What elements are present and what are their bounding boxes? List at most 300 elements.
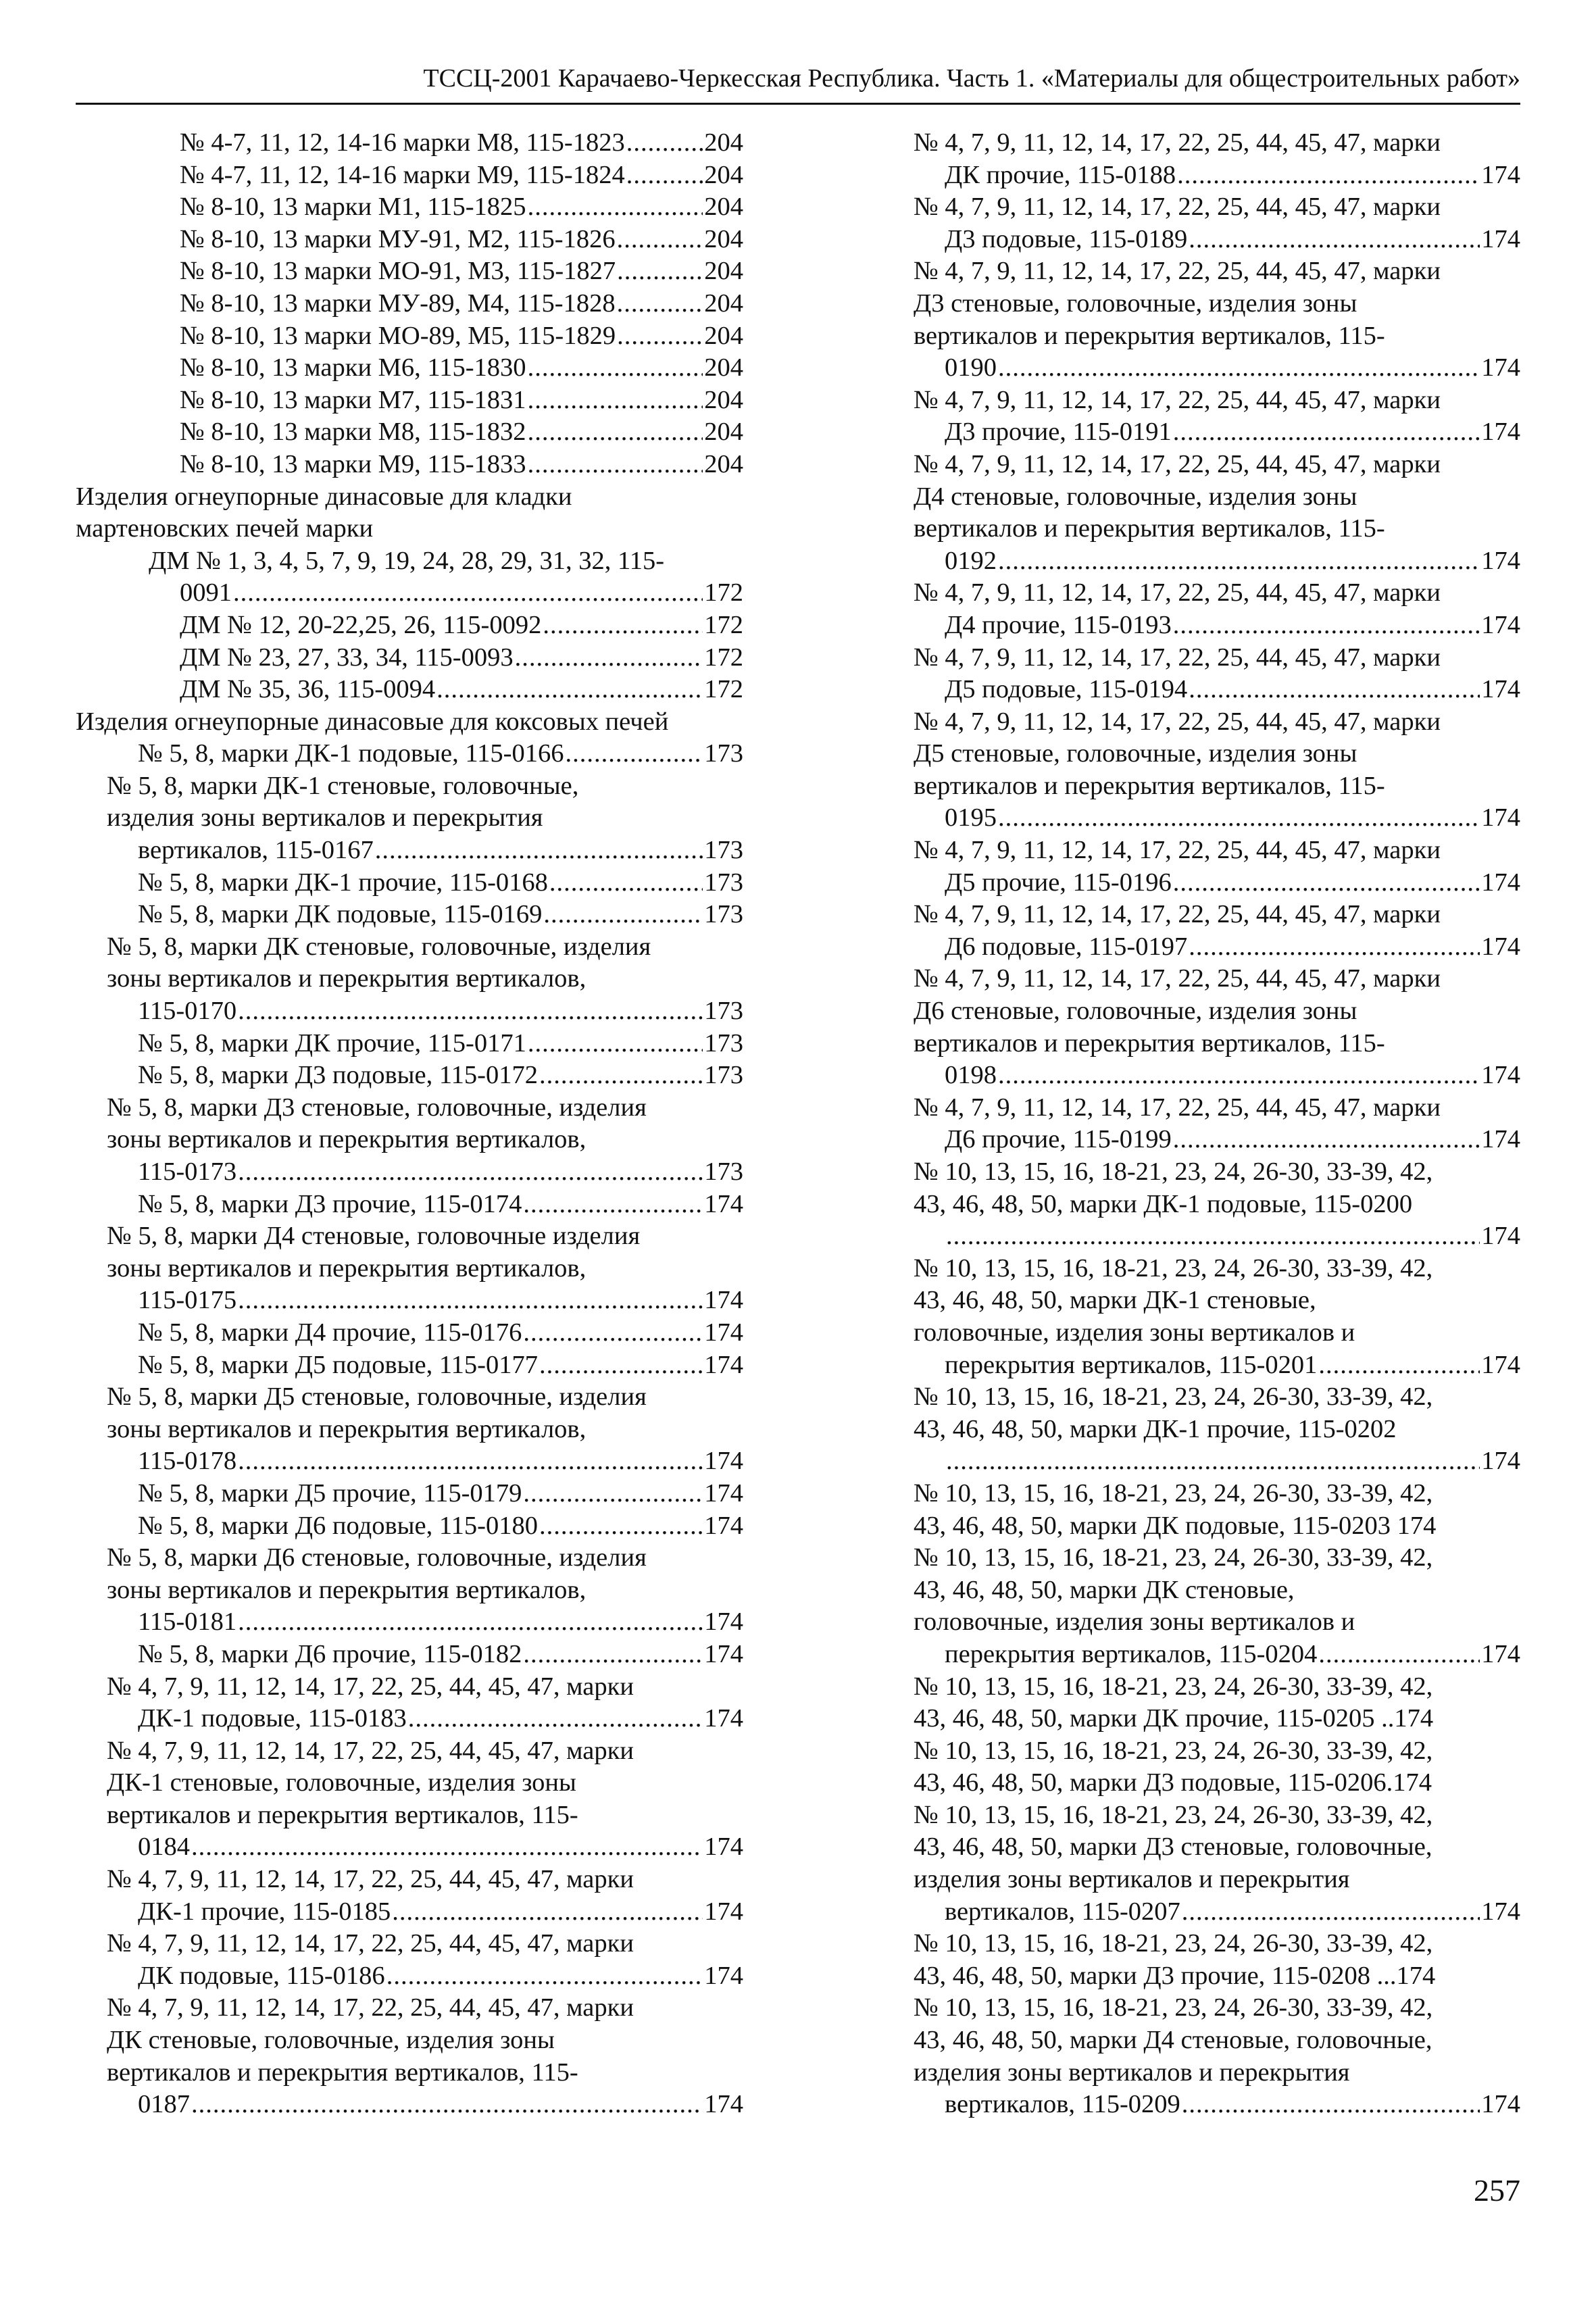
- index-entry: [914, 1253, 1520, 1381]
- entry-text-line: 43, 46, 48, 50, марки ДК стеновые,: [914, 1575, 1295, 1604]
- entry-text-line: № 5, 8, марки Д4 прочие, 115-0176: [138, 1318, 522, 1347]
- page-reference: 174: [704, 1511, 743, 1540]
- dot-leader: [238, 1445, 703, 1478]
- page-reference: 174: [704, 2090, 743, 2119]
- entry-leader-line: [945, 1445, 1520, 1478]
- entry-text-line: № 4, 7, 9, 11, 12, 14, 17, 22, 25, 44, 45, 47, марки: [914, 449, 1441, 478]
- dot-leader: [1189, 674, 1480, 706]
- entry-leader-line: [180, 674, 743, 706]
- entry-leader-line: [138, 995, 743, 1028]
- dot-leader: [617, 224, 703, 256]
- entry-leader-line: [138, 1060, 743, 1092]
- entry-text-line: Д6 прочие, 115-0199: [945, 1125, 1172, 1154]
- page-reference: 174: [704, 1897, 743, 1926]
- dot-leader: [386, 1960, 703, 1993]
- entry-leader-line: [180, 577, 743, 609]
- dot-leader: [946, 1220, 1480, 1253]
- page-reference: 174: [1481, 160, 1520, 189]
- page-reference: 204: [704, 224, 743, 253]
- index-entry: [149, 255, 743, 288]
- dot-leader: [191, 2089, 703, 2121]
- entry-leader-line: [138, 1960, 743, 1993]
- entry-text-line: вертикалов, 115-0207: [945, 1897, 1180, 1926]
- entry-leader-line: [945, 352, 1520, 384]
- index-entry: [914, 642, 1520, 706]
- index-entry: [914, 1735, 1520, 1799]
- dot-leader: [998, 352, 1480, 384]
- entry-text-line: зоны вертикалов и перекрытия вертикалов,: [107, 1125, 587, 1154]
- entry-text-line: вертикалов и перекрытия вертикалов, 115-: [107, 1800, 578, 1829]
- dot-leader: [408, 1703, 703, 1735]
- entry-leader-line: [138, 1349, 743, 1382]
- page-number: 257: [1474, 2173, 1520, 2208]
- index-entry: [107, 738, 743, 770]
- entry-text-line: перекрытия вертикалов, 115-0204: [945, 1639, 1318, 1668]
- entry-leader-line: [138, 1703, 743, 1735]
- entry-leader-line: [138, 1189, 743, 1221]
- entry-leader-line: [945, 802, 1520, 835]
- page-reference: 204: [704, 385, 743, 414]
- entry-text-line: № 8-10, 13 марки МУ-89, М4, 115-1828: [180, 289, 616, 318]
- entry-text-line: № 4, 7, 9, 11, 12, 14, 17, 22, 25, 44, 45, 47, марки: [107, 1865, 634, 1894]
- index-entry: [914, 384, 1520, 449]
- entry-text-line: вертикалов и перекрытия вертикалов, 115-: [914, 514, 1385, 543]
- entry-leader-line: [138, 1606, 743, 1639]
- dot-leader: [1182, 1896, 1480, 1928]
- index-entry: [914, 255, 1520, 384]
- page-reference: 174: [1481, 353, 1520, 382]
- dot-leader: [998, 802, 1480, 835]
- page-reference: 204: [704, 160, 743, 189]
- dot-leader: [1173, 609, 1480, 642]
- page-reference: 174: [1481, 868, 1520, 897]
- entry-text-line: перекрытия вертикалов, 115-0201: [945, 1350, 1318, 1379]
- dot-leader: [528, 384, 703, 417]
- entry-leader-line: [945, 545, 1520, 578]
- entry-text-line: вертикалов и перекрытия вертикалов, 115-: [914, 771, 1385, 800]
- entry-text-line: № 4-7, 11, 12, 14-16 марки М9, 115-1824: [180, 160, 625, 189]
- dot-leader: [998, 545, 1480, 578]
- entry-text-line: № 5, 8, марки Д4 стеновые, головочные изделия: [107, 1222, 641, 1251]
- entry-text-line: № 4, 7, 9, 11, 12, 14, 17, 22, 25, 44, 45, 47, марки: [914, 385, 1441, 414]
- page-reference: 204: [704, 418, 743, 447]
- index-entry: [149, 674, 743, 706]
- page-reference: 174: [1481, 1897, 1520, 1926]
- entry-text-line: 115-0170: [138, 997, 237, 1026]
- page-reference: 172: [704, 610, 743, 639]
- index-entry: [149, 320, 743, 353]
- entry-text-line: Д3 прочие, 115-0191: [945, 418, 1172, 447]
- page-reference: 174: [1481, 1061, 1520, 1090]
- entry-text-line: 43, 46, 48, 50, марки ДК-1 подовые, 115-0200: [914, 1189, 1413, 1218]
- entry-leader-line: [180, 127, 743, 159]
- entry-text-line: изделия зоны вертикалов и перекрытия: [107, 803, 543, 832]
- index-entry: [107, 1220, 743, 1317]
- entry-text-line: 0091: [180, 578, 232, 607]
- entry-text-line: № 5, 8, марки ДК-1 стеновые, головочные,: [107, 771, 579, 800]
- dot-leader: [998, 1060, 1480, 1092]
- dot-leader: [515, 642, 703, 674]
- entry-text-line: № 8-10, 13 марки МО-89, М5, 115-1829: [180, 321, 616, 350]
- entry-text-line: Д5 прочие, 115-0196: [945, 868, 1172, 897]
- entry-text-line: зоны вертикалов и перекрытия вертикалов,: [107, 1253, 587, 1283]
- entry-text-line: изделия зоны вертикалов и перекрытия: [914, 1865, 1350, 1894]
- page-reference: 174: [704, 1639, 743, 1668]
- entry-leader-line: [180, 449, 743, 481]
- entry-leader-line: [138, 1896, 743, 1928]
- entry-leader-line: [138, 2089, 743, 2121]
- entry-text-line: Д3 подовые, 115-0189: [945, 224, 1188, 253]
- index-entry: [914, 1542, 1520, 1670]
- entry-text-line: № 4, 7, 9, 11, 12, 14, 17, 22, 25, 44, 45, 47, марки: [914, 643, 1441, 672]
- page-reference: 174: [704, 1961, 743, 1990]
- entry-text-line: № 5, 8, марки ДК подовые, 115-0169: [138, 900, 543, 929]
- dot-leader: [528, 352, 703, 384]
- index-column-right: [914, 127, 1520, 2121]
- dot-leader: [539, 1510, 703, 1543]
- entry-leader-line: [180, 320, 743, 353]
- entry-text-line: № 8-10, 13 марки М9, 115-1833: [180, 449, 526, 478]
- entry-text-line: ДК подовые, 115-0186: [138, 1961, 385, 1990]
- page-reference: 174: [704, 1478, 743, 1508]
- entry-text-line: № 4, 7, 9, 11, 12, 14, 17, 22, 25, 44, 45, 47, марки: [914, 128, 1441, 157]
- dot-leader: [946, 1445, 1480, 1478]
- index-entry: [149, 127, 743, 159]
- entry-text-line: № 5, 8, марки Д6 стеновые, головочные, изделия: [107, 1543, 647, 1572]
- entry-text-line: вертикалов, 115-0167: [138, 836, 374, 865]
- index-entry: [107, 1317, 743, 1349]
- entry-text-line: ДМ № 12, 20-22,25, 26, 115-0092: [180, 610, 542, 639]
- dot-leader: [617, 288, 703, 320]
- entry-leader-line: [180, 159, 743, 192]
- entry-text-line: 43, 46, 48, 50, марки ДК-1 прочие, 115-0202: [914, 1414, 1397, 1443]
- index-entry: [914, 1928, 1520, 1992]
- entry-text-line: № 10, 13, 15, 16, 18-21, 23, 24, 26-30, 33-39, 42,: [914, 1929, 1433, 1958]
- index-entry: [107, 1478, 743, 1510]
- entry-text-line: № 5, 8, марки Д3 подовые, 115-0172: [138, 1061, 538, 1090]
- dot-leader: [1318, 1349, 1480, 1382]
- entry-text-line: № 10, 13, 15, 16, 18-21, 23, 24, 26-30, 33-39, 42,: [914, 1672, 1433, 1701]
- entry-text-line: 0198: [945, 1061, 997, 1090]
- index-entry: [149, 416, 743, 449]
- entry-leader-line: [138, 738, 743, 770]
- entry-text-line: № 5, 8, марки Д5 прочие, 115-0179: [138, 1478, 522, 1508]
- entry-text-line: вертикалов и перекрытия вертикалов, 115-: [914, 321, 1385, 350]
- page-reference: 173: [704, 739, 743, 768]
- entry-text-line: № 4, 7, 9, 11, 12, 14, 17, 22, 25, 44, 45, 47, марки: [107, 1993, 634, 2022]
- page-reference: 174: [1481, 418, 1520, 447]
- entry-text-line: Д4 стеновые, головочные, изделия зоны: [914, 482, 1357, 511]
- entry-text-line: № 8-10, 13 марки М6, 115-1830: [180, 353, 526, 382]
- entry-text-line: № 4, 7, 9, 11, 12, 14, 17, 22, 25, 44, 45, 47, марки: [107, 1736, 634, 1765]
- page-reference: 172: [704, 675, 743, 704]
- page-reference: 172: [704, 643, 743, 672]
- entry-leader-line: [180, 191, 743, 224]
- entry-text-line: № 5, 8, марки Д3 прочие, 115-0174: [138, 1189, 522, 1218]
- entry-text-line: головочные, изделия зоны вертикалов и: [914, 1318, 1355, 1347]
- entry-text-line: № 4, 7, 9, 11, 12, 14, 17, 22, 25, 44, 45, 47, марки: [914, 257, 1441, 286]
- entry-text-line: № 4, 7, 9, 11, 12, 14, 17, 22, 25, 44, 45, 47, марки: [914, 578, 1441, 607]
- page-reference: 174: [1481, 932, 1520, 961]
- page-reference: 174: [1481, 1639, 1520, 1668]
- index-column-left: [76, 127, 743, 2121]
- entry-text-line: № 10, 13, 15, 16, 18-21, 23, 24, 26-30, 33-39, 42,: [914, 1736, 1433, 1765]
- dot-leader: [1182, 2089, 1480, 2121]
- dot-leader: [528, 191, 703, 224]
- entry-text-line: № 5, 8, марки ДК стеновые, головочные, изделия: [107, 932, 651, 961]
- page-reference: 174: [704, 1447, 743, 1476]
- entry-text-line: 43, 46, 48, 50, марки Д3 подовые, 115-0206.174: [914, 1768, 1432, 1797]
- entry-text-line: ДМ № 23, 27, 33, 34, 115-0093: [180, 643, 514, 672]
- entry-text-line: 0192: [945, 546, 997, 575]
- entry-leader-line: [945, 159, 1520, 192]
- entry-text-line: № 5, 8, марки Д6 прочие, 115-0182: [138, 1639, 522, 1668]
- entry-leader-line: [138, 1510, 743, 1543]
- page-reference: 174: [704, 1350, 743, 1379]
- entry-leader-line: [945, 1896, 1520, 1928]
- page-reference: 174: [1481, 546, 1520, 575]
- dot-leader: [392, 1896, 703, 1928]
- dot-leader: [1177, 159, 1480, 192]
- entry-text-line: ДК-1 стеновые, головочные, изделия зоны: [107, 1768, 576, 1797]
- dot-leader: [523, 1639, 703, 1671]
- entry-text-line: 115-0181: [138, 1608, 237, 1637]
- dot-leader: [626, 127, 703, 159]
- entry-text-line: вертикалов и перекрытия вертикалов, 115-: [914, 1028, 1385, 1057]
- entry-text-line: ДК стеновые, головочные, изделия зоны: [107, 2026, 555, 2055]
- index-entry: [149, 191, 743, 224]
- entry-leader-line: [945, 1639, 1520, 1671]
- page-reference: 174: [704, 1189, 743, 1218]
- entry-text-line: № 10, 13, 15, 16, 18-21, 23, 24, 26-30, 33-39, 42,: [914, 1253, 1433, 1283]
- entry-text-line: ДМ № 35, 36, 115-0094: [180, 675, 436, 704]
- index-entry: [914, 449, 1520, 577]
- index-entry: [914, 1092, 1520, 1156]
- dot-leader: [437, 674, 703, 706]
- entry-leader-line: [945, 674, 1520, 706]
- dot-leader: [528, 416, 703, 449]
- index-entry: [107, 1992, 743, 2120]
- entry-leader-line: [945, 1124, 1520, 1156]
- entry-leader-line: [180, 609, 743, 642]
- entry-text-line: Д5 стеновые, головочные, изделия зоны: [914, 739, 1357, 768]
- dot-leader: [565, 738, 703, 770]
- dot-leader: [233, 577, 703, 609]
- dot-leader: [1173, 867, 1480, 899]
- entry-text-line: 115-0175: [138, 1286, 237, 1315]
- entry-text-line: ДК-1 прочие, 115-0185: [138, 1897, 391, 1926]
- entry-leader-line: [180, 384, 743, 417]
- entry-leader-line: [945, 867, 1520, 899]
- entry-text-line: 115-0173: [138, 1158, 237, 1186]
- page-reference: 173: [704, 868, 743, 897]
- index-entry: [107, 1028, 743, 1060]
- page-reference: 174: [1481, 224, 1520, 253]
- entry-text-line: № 5, 8, марки Д6 подовые, 115-0180: [138, 1511, 538, 1540]
- page-reference: 173: [704, 1158, 743, 1186]
- dot-leader: [375, 835, 703, 867]
- index-entry: [149, 159, 743, 192]
- index-entry: [914, 899, 1520, 963]
- entry-text-line: № 10, 13, 15, 16, 18-21, 23, 24, 26-30, 33-39, 42,: [914, 1993, 1433, 2022]
- entry-text-line: 43, 46, 48, 50, марки ДК-1 стеновые,: [914, 1286, 1316, 1315]
- entry-text-line: № 10, 13, 15, 16, 18-21, 23, 24, 26-30, 33-39, 42,: [914, 1543, 1433, 1572]
- entry-text-line: зоны вертикалов и перекрытия вертикалов,: [107, 1575, 587, 1604]
- entry-leader-line: [138, 1445, 743, 1478]
- index-entry: [149, 224, 743, 256]
- page-reference: 173: [704, 1061, 743, 1090]
- entry-leader-line: [945, 1349, 1520, 1382]
- entry-text-line: 0190: [945, 353, 997, 382]
- index-entry: [107, 1510, 743, 1543]
- entry-text-line: № 5, 8, марки ДК-1 прочие, 115-0168: [138, 868, 548, 897]
- index-entry: [107, 1060, 743, 1092]
- entry-leader-line: [138, 1478, 743, 1510]
- index-entry: [76, 706, 743, 739]
- page-reference: 204: [704, 257, 743, 286]
- dot-leader: [539, 1060, 703, 1092]
- entry-text-line: ДК прочие, 115-0188: [945, 160, 1176, 189]
- index-entry: [914, 577, 1520, 641]
- entry-text-line: мартеновских печей марки: [76, 514, 374, 543]
- entry-leader-line: [945, 931, 1520, 964]
- index-entry: [914, 191, 1520, 255]
- entry-text-line: 43, 46, 48, 50, марки ДК прочие, 115-0205 ..174: [914, 1704, 1434, 1733]
- entry-text-line: № 8-10, 13 марки М7, 115-1831: [180, 385, 526, 414]
- dot-leader: [528, 449, 703, 481]
- index-entry: [107, 1639, 743, 1671]
- entry-text-line: изделия зоны вертикалов и перекрытия: [914, 2058, 1350, 2087]
- index-entry: [107, 1381, 743, 1478]
- entry-text-line: Изделия огнеупорные динасовые для кладки: [76, 482, 572, 511]
- entry-text-line: № 8-10, 13 марки МУ-91, М2, 115-1826: [180, 224, 616, 253]
- entry-text-line: 0184: [138, 1833, 190, 1862]
- entry-text-line: № 10, 13, 15, 16, 18-21, 23, 24, 26-30, 33-39, 42,: [914, 1158, 1433, 1186]
- entry-text-line: № 8-10, 13 марки М8, 115-1832: [180, 418, 526, 447]
- page-reference: 174: [704, 1704, 743, 1733]
- entry-text-line: № 10, 13, 15, 16, 18-21, 23, 24, 26-30, 33-39, 42,: [914, 1800, 1433, 1829]
- index-entry: [914, 963, 1520, 1091]
- index-entry: [107, 1189, 743, 1221]
- entry-text-line: Д6 стеновые, головочные, изделия зоны: [914, 997, 1357, 1026]
- page-reference: 174: [704, 1833, 743, 1862]
- page-reference: 174: [1481, 610, 1520, 639]
- entry-leader-line: [180, 224, 743, 256]
- dot-leader: [543, 609, 703, 642]
- entry-text-line: № 10, 13, 15, 16, 18-21, 23, 24, 26-30, 33-39, 42,: [914, 1478, 1433, 1508]
- entry-text-line: № 4, 7, 9, 11, 12, 14, 17, 22, 25, 44, 45, 47, марки: [914, 1093, 1441, 1122]
- index-entry: [107, 931, 743, 1028]
- entry-leader-line: [180, 352, 743, 384]
- entry-text-line: № 4, 7, 9, 11, 12, 14, 17, 22, 25, 44, 45, 47, марки: [914, 900, 1441, 929]
- index-entry: [149, 449, 743, 481]
- index-entry: [914, 1992, 1520, 2120]
- entry-text-line: № 5, 8, марки Д3 стеновые, головочные, изделия: [107, 1093, 647, 1122]
- entry-text-line: 115-0178: [138, 1447, 237, 1476]
- entry-text-line: № 4, 7, 9, 11, 12, 14, 17, 22, 25, 44, 45, 47, марки: [914, 836, 1441, 865]
- page-reference: 204: [704, 449, 743, 478]
- page-reference: 174: [1481, 2090, 1520, 2119]
- entry-text-line: № 5, 8, марки ДК прочие, 115-0171: [138, 1028, 526, 1057]
- entry-text-line: Д3 стеновые, головочные, изделия зоны: [914, 289, 1357, 318]
- page-reference: 173: [704, 836, 743, 865]
- entry-text-line: № 5, 8, марки Д5 подовые, 115-0177: [138, 1350, 538, 1379]
- dot-leader: [626, 159, 703, 192]
- index-entry: [149, 288, 743, 320]
- dot-leader: [543, 899, 703, 931]
- page-reference: 174: [1481, 803, 1520, 832]
- entry-text-line: № 5, 8, марки ДК-1 подовые, 115-0166: [138, 739, 564, 768]
- entry-text-line: Изделия огнеупорные динасовые для коксовых печей: [76, 707, 669, 736]
- entry-text-line: 0195: [945, 803, 997, 832]
- entry-text-line: 0187: [138, 2090, 190, 2119]
- page-reference: 174: [704, 1286, 743, 1315]
- entry-text-line: 43, 46, 48, 50, марки Д4 стеновые, головочные,: [914, 2026, 1432, 2055]
- entry-text-line: головочные, изделия зоны вертикалов и: [914, 1608, 1355, 1637]
- index-entry: [149, 384, 743, 417]
- entry-leader-line: [138, 1639, 743, 1671]
- page-reference: 204: [704, 289, 743, 318]
- page-reference: 204: [704, 321, 743, 350]
- index-entry: [914, 835, 1520, 899]
- dot-leader: [523, 1189, 703, 1221]
- dot-leader: [1318, 1639, 1480, 1671]
- dot-leader: [238, 1156, 703, 1189]
- dot-leader: [523, 1478, 703, 1510]
- index-entry: [107, 1735, 743, 1864]
- entry-text-line: № 4, 7, 9, 11, 12, 14, 17, 22, 25, 44, 45, 47, марки: [914, 193, 1441, 222]
- entry-leader-line: [138, 1028, 743, 1060]
- index-entry: [107, 867, 743, 899]
- index-entry: [149, 545, 743, 609]
- running-header: ТССЦ-2001 Карачаево-Черкесская Республика. Часть 1. «Материалы для общестроительных работ»: [76, 54, 1520, 105]
- entry-leader-line: [138, 1285, 743, 1317]
- index-entry: [107, 1349, 743, 1382]
- entry-text-line: № 8-10, 13 марки МО-91, М3, 115-1827: [180, 257, 616, 286]
- entry-leader-line: [945, 224, 1520, 256]
- index-entry: [914, 1671, 1520, 1735]
- index-entry: [149, 609, 743, 642]
- entry-leader-line: [138, 1831, 743, 1864]
- page-reference: 204: [704, 128, 743, 157]
- page-reference: 173: [704, 900, 743, 929]
- index-entry: [107, 899, 743, 931]
- dot-leader: [539, 1349, 703, 1382]
- index-entry: [914, 706, 1520, 835]
- entry-leader-line: [180, 255, 743, 288]
- entry-leader-line: [180, 288, 743, 320]
- page-reference: 173: [704, 997, 743, 1026]
- entry-text-line: № 4, 7, 9, 11, 12, 14, 17, 22, 25, 44, 45, 47, марки: [107, 1929, 634, 1958]
- dot-leader: [238, 1606, 703, 1639]
- page-reference: 174: [1481, 1350, 1520, 1379]
- dot-leader: [617, 255, 703, 288]
- entry-text-line: 43, 46, 48, 50, марки ДК подовые, 115-0203 174: [914, 1511, 1437, 1540]
- entry-leader-line: [180, 642, 743, 674]
- dot-leader: [1173, 416, 1480, 449]
- page-reference: 173: [704, 1028, 743, 1057]
- entry-text-line: № 4-7, 11, 12, 14-16 марки М8, 115-1823: [180, 128, 625, 157]
- dot-leader: [1189, 224, 1480, 256]
- entry-leader-line: [138, 1156, 743, 1189]
- entry-text-line: вертикалов, 115-0209: [945, 2090, 1180, 2119]
- entry-leader-line: [138, 899, 743, 931]
- dot-leader: [191, 1831, 703, 1864]
- entry-text-line: вертикалов и перекрытия вертикалов, 115-: [107, 2058, 578, 2087]
- page-reference: 174: [704, 1608, 743, 1637]
- index-entry: [76, 481, 743, 545]
- entry-text-line: № 4, 7, 9, 11, 12, 14, 17, 22, 25, 44, 45, 47, марки: [914, 964, 1441, 993]
